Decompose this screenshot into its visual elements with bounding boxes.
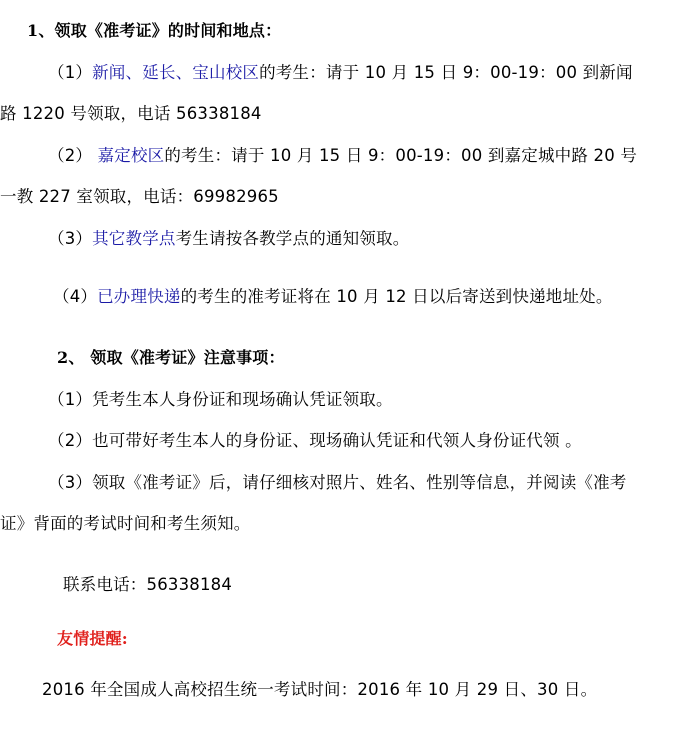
section1-item3 bbox=[48, 228, 700, 250]
campus-highlight: 其它教学点 bbox=[92, 229, 176, 248]
express-highlight: 已办理快递 bbox=[97, 287, 181, 306]
section2-item2: （2）也可带好考生本人的身份证、现场确认凭证和代领人身份证代领 。 bbox=[48, 431, 582, 450]
item-prefix: （4） bbox=[53, 287, 98, 306]
section1-item4 bbox=[53, 286, 700, 308]
item-text: 的考生的准考证将在 10 月 12 日以后寄送到快递地址处。 bbox=[180, 287, 613, 306]
section1-heading: 1、领取《准考证》的时间和地点： bbox=[27, 21, 282, 40]
campus-highlight: 新闻、延长、宝山校区 bbox=[92, 63, 260, 82]
item-prefix: （2） bbox=[48, 146, 98, 165]
section1-item2-line1 bbox=[48, 145, 700, 167]
section1-item1-line2: 路 1220 号领取，电话 56338184 bbox=[0, 104, 262, 123]
item-text: 考生请按各教学点的通知领取。 bbox=[175, 229, 410, 248]
contact-phone: 联系电话：56338184 bbox=[63, 575, 233, 594]
reminder-title: 友情提醒: bbox=[57, 629, 128, 648]
section2-item3-line1: （3）领取《准考证》后，请仔细核对照片、姓名、性别等信息，并阅读《准考 bbox=[48, 473, 627, 492]
exam-date-text: 2016 年全国成人高校招生统一考试时间：2016 年 10 月 29 日、30 日。 bbox=[42, 680, 598, 699]
section1-item1-line1 bbox=[48, 62, 700, 84]
section2-item1: （1）凭考生本人身份证和现场确认凭证领取。 bbox=[48, 390, 393, 409]
campus-highlight: 嘉定校区 bbox=[97, 146, 165, 165]
item-text: 的考生：请于 10 月 15 日 9：00-19：00 到新闻 bbox=[259, 63, 633, 82]
section1-item2-line2: 一教 227 室领取，电话：69982965 bbox=[0, 187, 279, 206]
item-text: 的考生：请于 10 月 15 日 9：00-19：00 到嘉定城中路 20 号 bbox=[164, 146, 638, 165]
item-prefix: （3） bbox=[48, 229, 93, 248]
section2-item3-line2: 证》背面的考试时间和考生须知。 bbox=[0, 514, 251, 533]
item-prefix: （1） bbox=[48, 63, 93, 82]
section2-heading: 2、 领取《准考证》注意事项： bbox=[57, 348, 285, 367]
